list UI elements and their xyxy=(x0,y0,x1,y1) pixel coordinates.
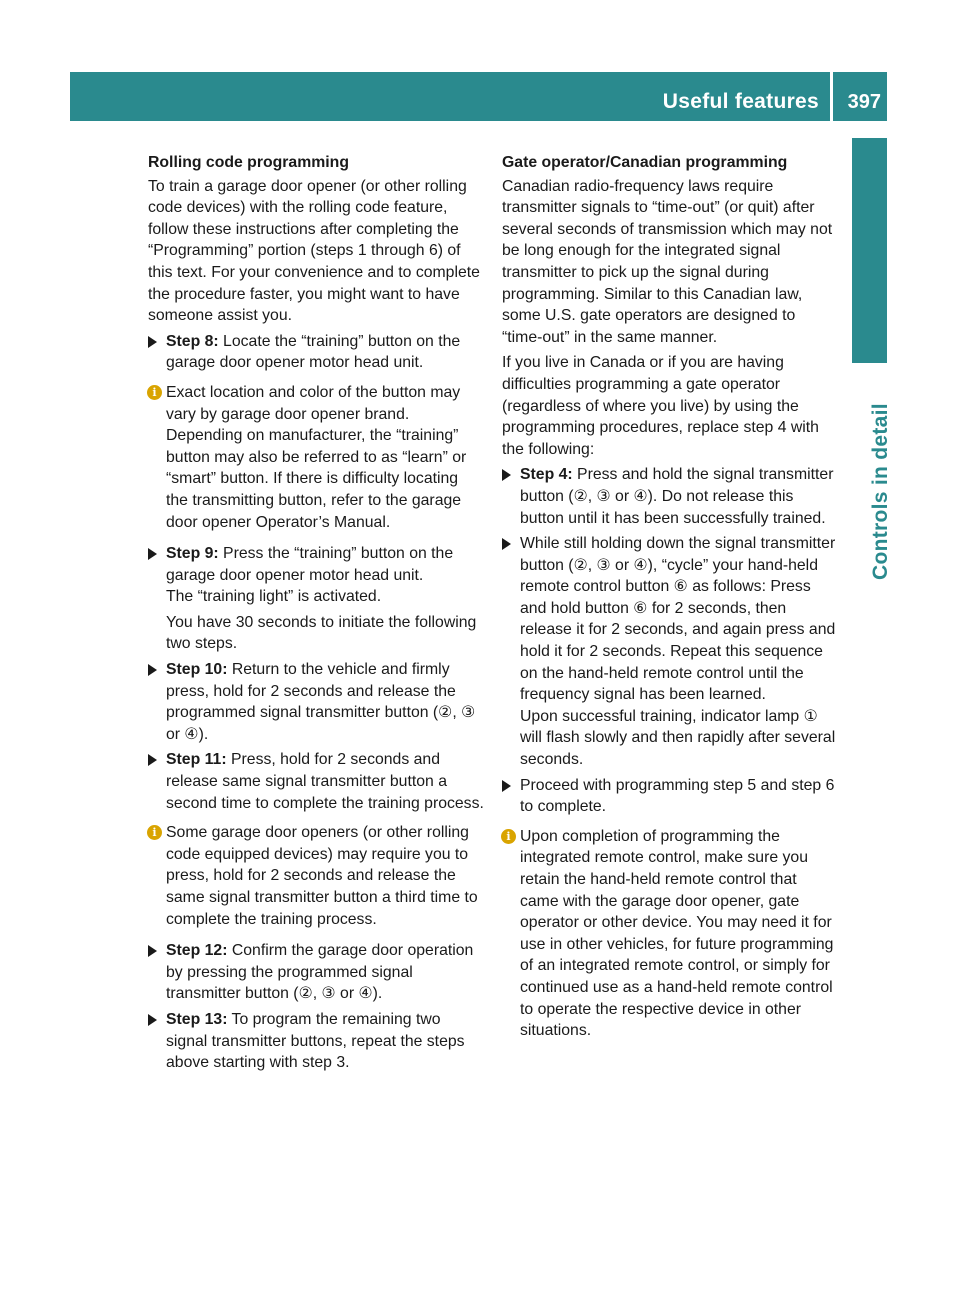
step-label: Step 9: xyxy=(166,545,219,563)
right-column xyxy=(502,152,838,1052)
step-label: Step 11: xyxy=(166,751,227,769)
side-tab xyxy=(852,138,887,363)
step-4 xyxy=(502,464,838,529)
step-11 xyxy=(148,749,484,814)
step-13 xyxy=(148,1009,484,1074)
step-hold-cycle xyxy=(502,533,838,771)
section-title: Useful features xyxy=(662,90,819,113)
step-text: Press and hold the signal transmitter button (②, ③ or ④). Do not release this button until it has been successfully trained. xyxy=(520,466,834,527)
rolling-code-intro: To train a garage door opener (or other rolling code devices) with the rolling code feature, follow these instructions after completing the “Programming” portion (steps 1 through 6) of this text. For your convenience and to complete the procedure faster, you might want to have someone assist you. xyxy=(148,177,480,325)
step-text: While still holding down the signal transmitter button (②, ③ or ④), “cycle” your hand-held remote control button ⑥ as follows: Press and hold button ⑥ for 2 seconds, then release it for 2 seconds, and again press and hold it for 2 seconds. Repeat this sequence on the hand-held remote control until the frequency signal has been learned. Upon successful training, indicator lamp ① will flash slowly and then rapidly after several seconds. xyxy=(520,535,836,769)
step-label: Step 8: xyxy=(166,332,219,350)
step-label: Step 13: xyxy=(166,1010,228,1028)
step-subtext: You have 30 seconds to initiate the following two steps. xyxy=(166,613,477,653)
info-icon: i xyxy=(147,385,162,400)
arrow-icon xyxy=(148,548,157,560)
header-bar xyxy=(70,72,887,121)
step-10 xyxy=(148,659,484,745)
step-label: Step 10: xyxy=(166,661,228,679)
note-text: Some garage door openers (or other rolling code equipped devices) may require you to press, hold for 2 seconds and release the same signal transmitter button a third time to complete the training process. xyxy=(166,824,478,928)
step-text: Press, hold for 2 seconds and release same signal transmitter button a second time to complete the training process. xyxy=(166,751,484,812)
step-9 xyxy=(148,543,484,655)
arrow-icon xyxy=(148,664,157,676)
arrow-icon xyxy=(148,336,157,348)
info-note xyxy=(502,826,838,1042)
arrow-icon xyxy=(502,538,511,550)
gate-operator-heading: Gate operator/Canadian programming xyxy=(502,154,788,171)
step-text: Locate the “training” button on the garage door opener motor head unit. xyxy=(166,332,461,372)
info-icon: i xyxy=(147,825,162,840)
step-text: Confirm the garage door operation by pressing the programmed signal transmitter button (②, ③ or ④). xyxy=(166,942,474,1003)
side-label-wrap xyxy=(852,370,892,580)
info-icon: i xyxy=(501,829,516,844)
step-label: Step 12: xyxy=(166,942,228,960)
step-proceed xyxy=(502,775,838,818)
arrow-icon xyxy=(502,469,511,481)
step-12 xyxy=(148,940,484,1005)
info-note xyxy=(148,822,484,930)
gate-intro-2: If you live in Canada or if you are having difficulties programming a gate operator (regardless of where you live) by using the programming procedures, replace step 4 with the following: xyxy=(502,354,819,458)
step-8 xyxy=(148,331,484,374)
step-label: Step 4: xyxy=(520,466,573,484)
step-text: To program the remaining two signal transmitter buttons, repeat the steps above starting with step 3. xyxy=(166,1010,465,1072)
arrow-icon xyxy=(502,780,511,792)
gate-intro-1: Canadian radio-frequency laws require transmitter signals to “time-out” (or quit) after several seconds of transmission which may not be long enough for the integrated signal transmitter to pick up the signal during programming. Similar to this Canadian law, some U.S. gate operators are designed to “time-out” in the same manner. xyxy=(502,177,833,346)
arrow-icon xyxy=(148,945,157,957)
left-column xyxy=(148,152,484,1078)
note-text: Upon completion of programming the integrated remote control, make sure you retain the hand-held remote control that came with the garage door opener, gate operator or other device. You may need it for use in other vehicles, for future programming of an integrated remote control, or simply for continued use as a hand-held remote control to operate the respective device in other situations. xyxy=(520,827,834,1040)
step-text: Press the “training” button on the garage door opener motor head unit. The “training light” is activated. xyxy=(166,545,454,606)
note-text: Exact location and color of the button may vary by garage door opener brand. Depending on manufacturer, the “training” button may also be referred to as “learn” or “smart” button. If there is difficulty locating the transmitting button, refer to the garage door opener Operator’s Manual. xyxy=(166,383,467,531)
header-divider xyxy=(830,72,833,121)
step-text: Return to the vehicle and firmly press, hold for 2 seconds and release the programmed signal transmitter button (②, ③ or ④). xyxy=(166,661,476,743)
step-text: Proceed with programming step 5 and step 6 to complete. xyxy=(520,776,835,816)
arrow-icon xyxy=(148,1014,157,1026)
rolling-code-heading: Rolling code programming xyxy=(148,154,349,171)
info-note xyxy=(148,382,484,533)
arrow-icon xyxy=(148,754,157,766)
page-number: 397 xyxy=(847,91,881,113)
chapter-label: Controls in detail xyxy=(869,403,892,580)
